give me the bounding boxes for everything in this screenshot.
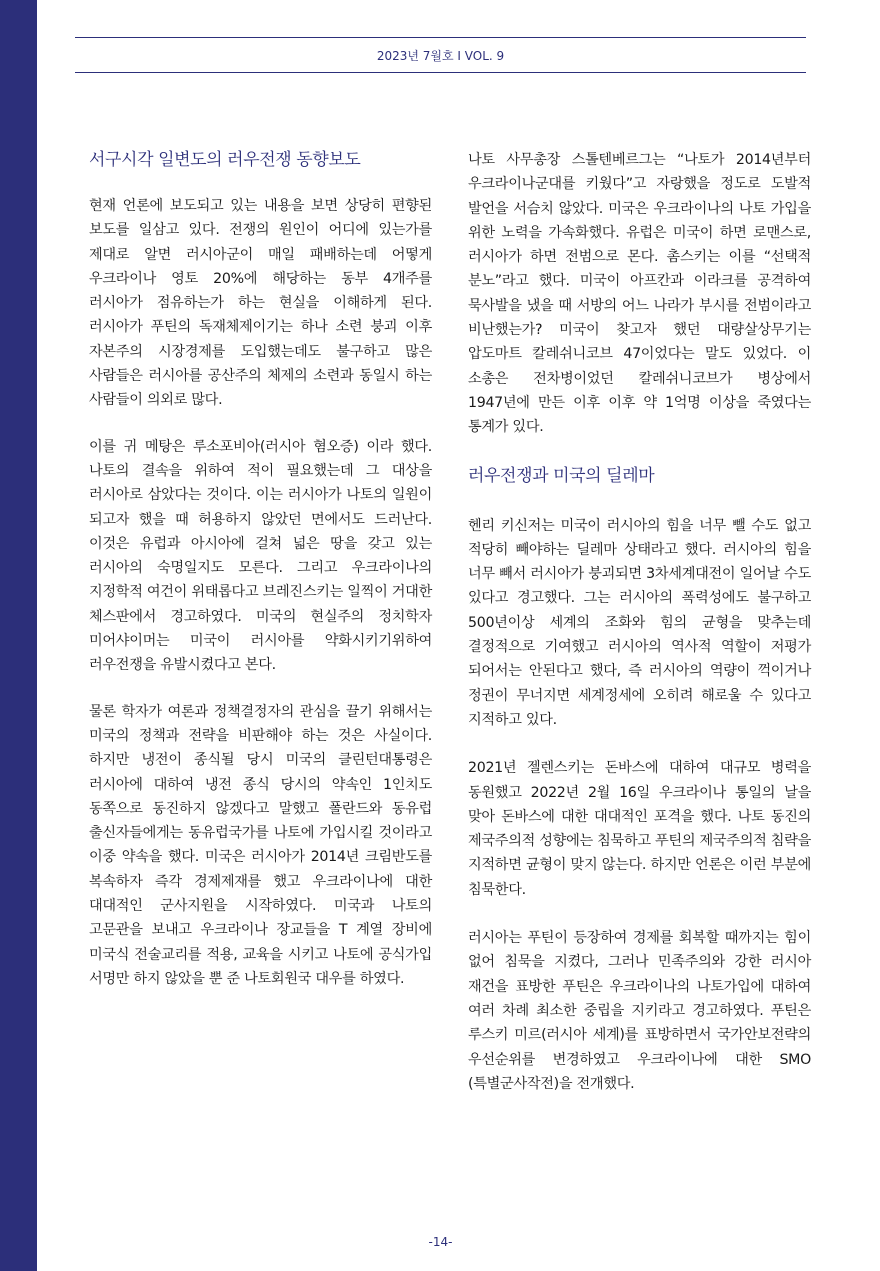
section-heading-western-bias: 서구시각 일변도의 러우전쟁 동향보도 (89, 150, 361, 170)
body-paragraph: 현재 언론에 보도되고 있는 내용을 보면 상당히 편향된 보도를 일삼고 있다. 전쟁의 원인이 어디에 있는가를 제대로 알면 러시아군이 매일 패배하는데 어떻게 우크라이나 영토 20%에 해당하는 동부 4개주를 러시아가 점유하는가 하는 현실을 이해하게 된다. 러시아가 푸틴의 독재체제이기는 하나 소련 붕괴 이후 자본주의 시장경제를 도입했는데도 불구하고 많은 사람들은 러시아를 공산주의 체제의 소련과 동일시 하는 사람들이 의외로 많다. (89, 198, 432, 409)
header-rule-top (75, 37, 806, 38)
body-paragraph: 물론 학자가 여론과 정책결정자의 관심을 끌기 위해서는 미국의 정책과 전략을 비판해야 하는 것은 사실이다. 하지만 냉전이 종식될 당시 미국의 클린턴대통령은 러시아에 대하여 냉전 종식 당시의 약속인 1인치도 동쪽으로 동진하지 않겠다고 말했고 폴란드와 동유럽 출신자들에게는 동유럽국가를 나토에 가입시킬 것이라고 이중 약속을 했다. 미국은 러시아가 2014년 크림반도를 복속하자 즉각 경제제재를 했고 우크라이나에 대한 대대적인 군사지원을 시작하였다. 미국과 나토의 고문관을 보내고 우크라이나 장교들을 T 계열 장비에 미국식 전술교리를 적용, 교육을 시키고 나토에 공식가입 서명만 하지 않았을 뿐 준 나토회원국 대우를 하였다. (89, 703, 432, 987)
side-color-band (0, 0, 37, 1271)
left-column (89, 148, 432, 991)
body-paragraph: 이를 귀 메탕은 루소포비아(러시아 혐오증) 이라 했다. 나토의 결속을 위하여 적이 필요했는데 그 대상을 러시아로 삼았다는 것이다. 이는 러시아가 나토의 일원이 되고자 했을 때 허용하지 않았던 면에서도 드러난다. 이것은 유럽과 아시아에 걸쳐 넓은 땅을 갖고 있는 러시아의 숙명일지도 모른다. 그리고 우크라이나의 지정학적 여건이 위태롭다고 브레진스키는 일찍이 거대한 체스판에서 경고하였다. 미국의 현실주의 정치학자 미어샤이머는 미국이 러시아를 약화시키기위하여 러우전쟁을 유발시켰다고 본다. (89, 438, 432, 674)
header-rule-bottom (75, 72, 806, 73)
body-paragraph: 러시아는 푸틴이 등장하여 경제를 회복할 때까지는 힘이 없어 침묵을 지켰다, 그러나 민족주의와 강한 러시아 재건을 표방한 푸틴은 우크라이나의 나토가입에 대하여 여러 차례 최소한 중립을 지키라고 경고하였다. 푸틴은 루스키 미르(러시아 세계)를 표방하면서 국가안보전략의 우선순위를 변경하였고 우크라이나에 대한 SMO (특별군사작전)을 전개했다. (468, 930, 811, 1092)
section-heading-us-dilemma: 러우전쟁과 미국의 딜레마 (468, 465, 655, 486)
body-paragraph: 2021년 젤렌스키는 돈바스에 대하여 대규모 병력을 동원했고 2022년 2월 16일 우크라이나 통일의 날을 맞아 돈바스에 대한 대대적인 포격을 했다. 나토 동진의 제국주의적 성향에는 침묵하고 푸틴의 제국주의적 침략을 지적하면 균형이 맞지 않는다. 하지만 언론은 이런 부분에 침묵한다. (468, 760, 811, 898)
right-column (468, 148, 811, 1096)
page-number: -14- (428, 1235, 453, 1249)
body-paragraph: 나토 사무총장 스톨텐베르그는 “나토가 2014년부터 우크라이나군대를 키웠다”고 자랑했을 정도로 도발적 발언을 서슴치 않았다. 미국은 우크라이나의 나토 가입을 위한 노력을 가속화했다. 유럽은 미국이 하면 로맨스로, 러시아가 하면 전범으로 몬다. 촘스키는 이를 “선택적 분노”라고 했다. 미국이 아프칸과 이라크를 공격하여 묵사발을 냈을 때 서방의 어느 나라가 부시를 전범이라고 비난했는가? 미국이 찾고자 했던 대량살상무기는 압도마트 칼레쉬니코브 47이었다는 말도 있었다. 이 소총은 전차병이었던 칼레쉬니코브가 병상에서 1947년에 만든 이후 이후 약 1억명 이상을 죽였다는 통계가 있다. (468, 152, 811, 436)
body-paragraph: 헨리 키신저는 미국이 러시아의 힘을 너무 뺄 수도 없고 적당히 빼야하는 딜레마 상태라고 했다. 러시아의 힘을 너무 빼서 러시아가 붕괴되면 3차세계대전이 일어날 수도 있다고 경고했다. 그는 러시아의 폭력성에도 불구하고 500년이상 세계의 조화와 힘의 균형을 맞추는데 결정적으로 기여했고 러시아의 역사적 역할이 저평가 되어서는 안된다고 했다, 즉 러시아의 역량이 꺽이거나 정권이 무너지면 세계정세에 오히려 해로울 수 있다고 지적하고 있다. (468, 517, 811, 728)
issue-label: 2023년 7월호 I VOL. 9 (376, 49, 505, 63)
